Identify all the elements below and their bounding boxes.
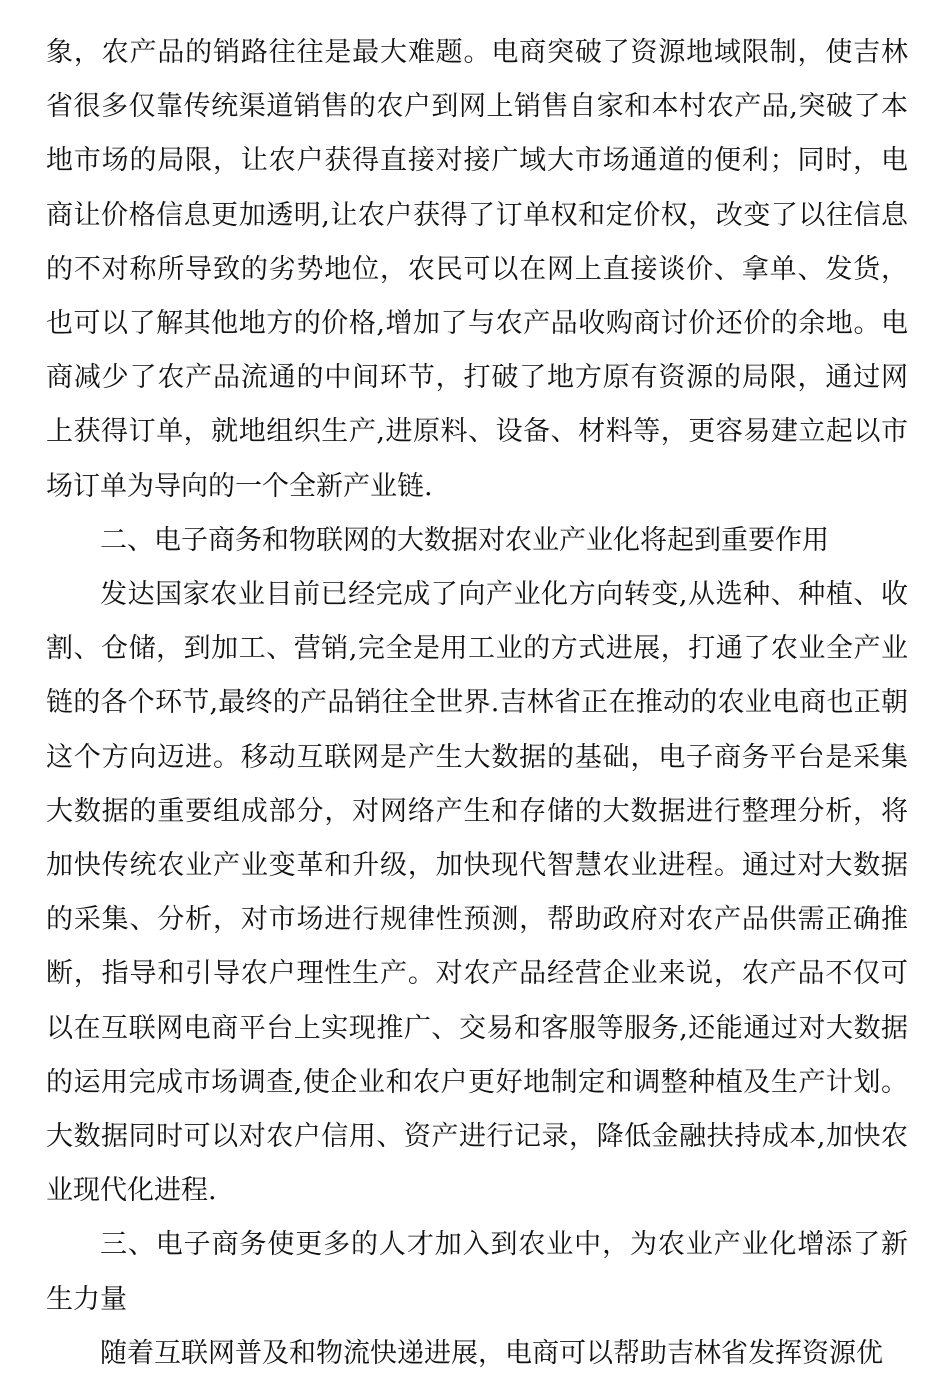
section-heading-2: 二、电子商务和物联网的大数据对农业产业化将起到重要作用 [100,524,829,556]
paragraph-continued: 象，农产品的销路往往是最大难题。电商突破了资源地域限制，使吉林省很多仅靠传统渠道销售的农户到网上销售自家和本村农产品,突破了本地市场的局限，让农户获得直接对接广域大市场通道的便利；同时，电商让价格信息更加透明,让农户获得了订单权和定价权，改变了以往信息的不对称所导致的劣势地位，农民可以在网上直接谈价、拿单、发货，也可以了解其他地方的价格,增加了与农产品收购商讨价还价的余地。电商减少了农产品流通的中间环节，打破了地方原有资源的局限，通过网上获得订单，就地组织生产,进原料、设备、材料等，更容易建立起以市场订单为导向的一个全新产业链. [46,37,908,502]
paragraph-section-2: 发达国家农业目前已经完成了向产业化方向转变,从选种、种植、收割、仓储，到加工、营销,完全是用工业的方式进展，打通了农业全产业链的各个环节,最终的产品销往全世界.吉林省正在推动的农业电商也正朝这个方向迈进。移动互联网是产生大数据的基础，电子商务平台是采集大数据的重要组成部分，对网络产生和存储的大数据进行整理分析，将加快传统农业产业变革和升级，加快现代智慧农业进程。通过对大数据的采集、分析，对市场进行规律性预测，帮助政府对农产品供需正确推断，指导和引导农户理性生产。对农产品经营企业来说，农产品不仅可以在互联网电商平台上实现推广、交易和客服等服务,还能通过对大数据的运用完成市场调查,使企业和农户更好地制定和调整种植及生产计划。大数据同时可以对农户信用、资产进行记录，降低金融扶持成本,加快农业现代化进程. [46,579,908,1207]
section-heading-3: 三、电子商务使更多的人才加入到农业中，为农业产业化增添了新生力量 [46,1229,908,1315]
paragraph-section-3: 随着互联网普及和物流快递进展，电商可以帮助吉林省发挥资源优 [100,1337,883,1369]
document-page [46,26,908,1381]
